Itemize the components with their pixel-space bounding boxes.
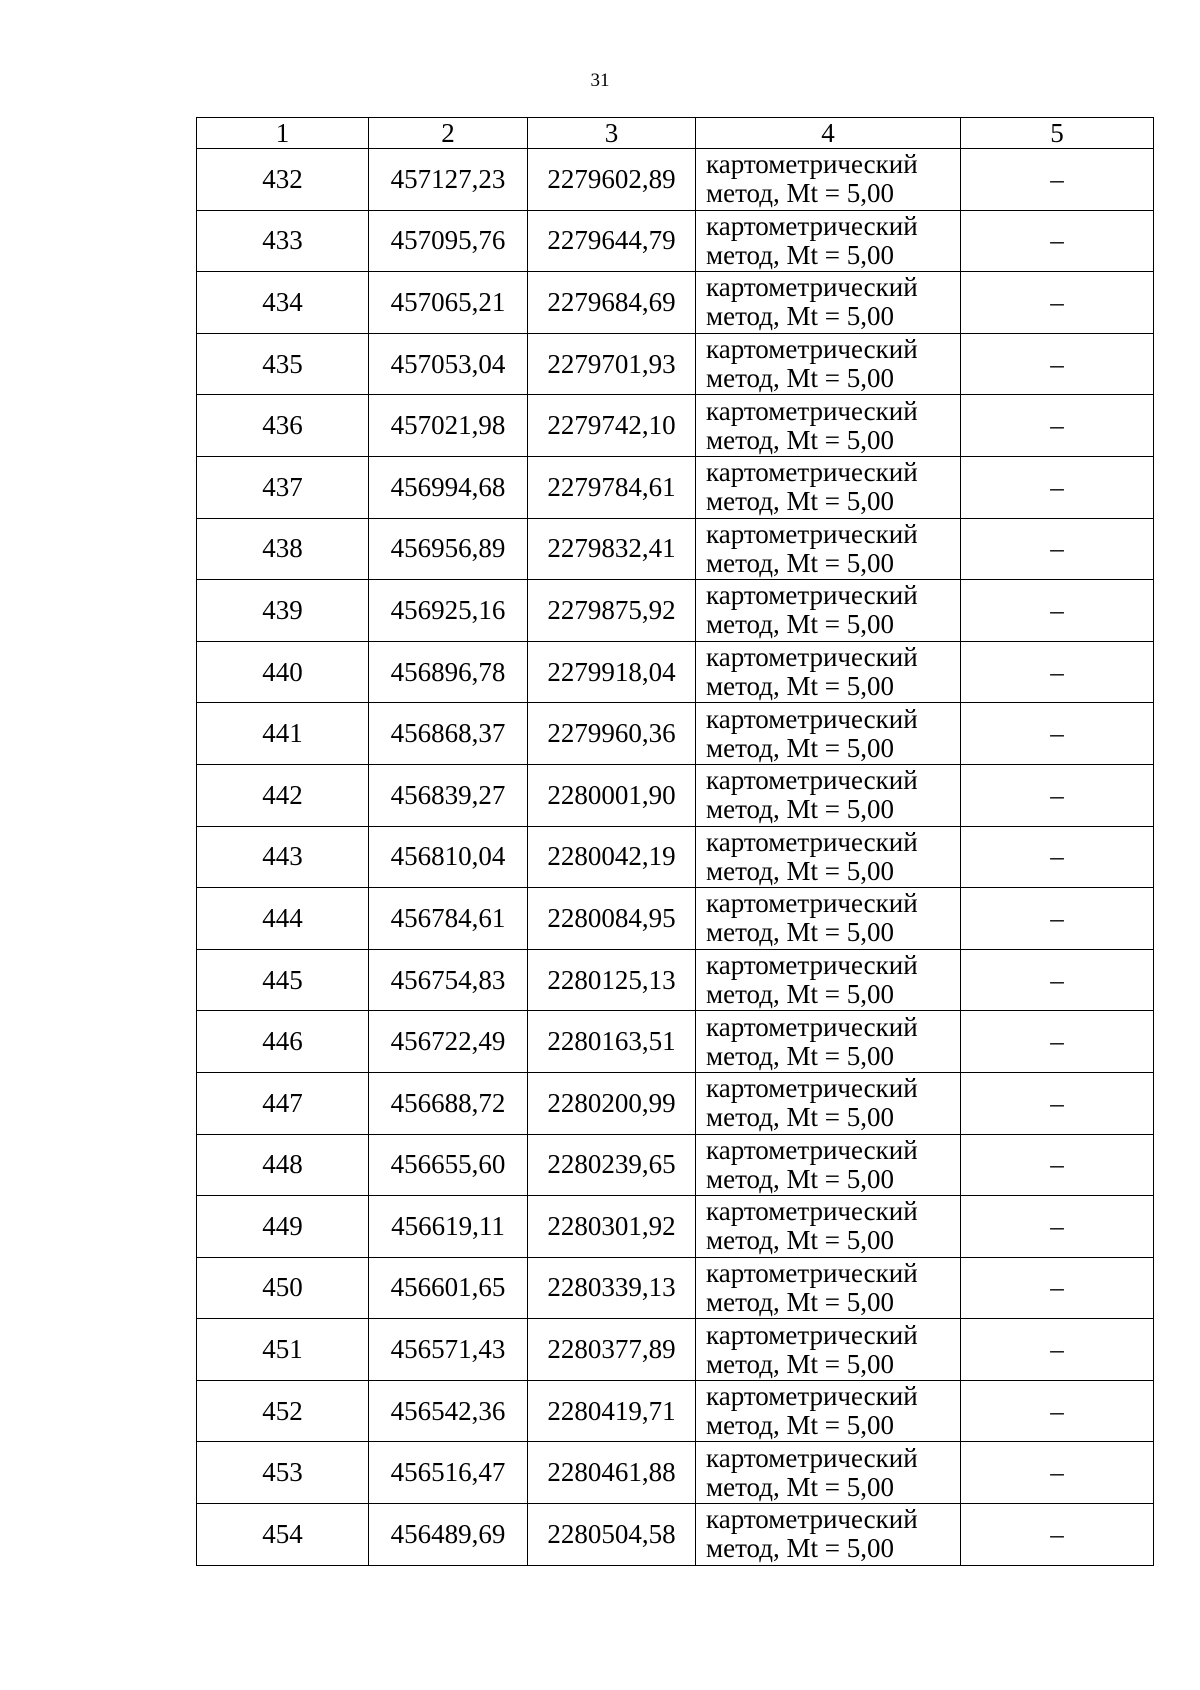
method-name: картометрический — [706, 888, 918, 919]
y-coordinate-cell: 2279875,92 — [528, 580, 696, 642]
point-number-cell: 451 — [197, 1319, 369, 1381]
note-cell: – — [961, 1257, 1154, 1319]
method-accuracy: метод, Mt = 5,00 — [706, 917, 894, 948]
note-cell: – — [961, 518, 1154, 580]
y-coordinate-cell: 2280084,95 — [528, 888, 696, 950]
method-cell — [696, 210, 961, 272]
method-accuracy: метод, Mt = 5,00 — [706, 547, 894, 578]
x-coordinate-cell: 456722,49 — [369, 1011, 528, 1073]
method-cell — [696, 1011, 961, 1073]
point-number-cell: 435 — [197, 333, 369, 395]
table-row — [197, 703, 1154, 765]
method-name: картометрический — [706, 518, 918, 549]
y-coordinate-cell: 2280239,65 — [528, 1134, 696, 1196]
point-number-cell: 440 — [197, 641, 369, 703]
table-row — [197, 1380, 1154, 1442]
note-cell: – — [961, 1011, 1154, 1073]
y-coordinate-cell: 2279918,04 — [528, 641, 696, 703]
table-row — [197, 1072, 1154, 1134]
y-coordinate-cell: 2280001,90 — [528, 764, 696, 826]
point-number-cell: 447 — [197, 1072, 369, 1134]
point-number-cell: 439 — [197, 580, 369, 642]
method-accuracy: метод, Mt = 5,00 — [706, 671, 894, 702]
method-accuracy: метод, Mt = 5,00 — [706, 979, 894, 1010]
point-number-cell: 445 — [197, 949, 369, 1011]
column-header-4: 4 — [696, 118, 961, 149]
method-accuracy: метод, Mt = 5,00 — [706, 794, 894, 825]
table-row — [197, 395, 1154, 457]
x-coordinate-cell: 456688,72 — [369, 1072, 528, 1134]
table-row — [197, 272, 1154, 334]
x-coordinate-cell: 457127,23 — [369, 149, 528, 211]
y-coordinate-cell: 2280163,51 — [528, 1011, 696, 1073]
table-row — [197, 1504, 1154, 1566]
y-coordinate-cell: 2280301,92 — [528, 1196, 696, 1258]
table-header — [197, 118, 1154, 149]
method-accuracy: метод, Mt = 5,00 — [706, 1410, 894, 1441]
x-coordinate-cell: 456810,04 — [369, 826, 528, 888]
note-cell: – — [961, 580, 1154, 642]
method-name: картометрический — [706, 457, 918, 488]
note-cell: – — [961, 1504, 1154, 1566]
method-accuracy: метод, Mt = 5,00 — [706, 178, 894, 209]
point-number-cell: 432 — [197, 149, 369, 211]
method-accuracy: метод, Mt = 5,00 — [706, 1533, 894, 1564]
column-header-5: 5 — [961, 118, 1154, 149]
method-cell — [696, 826, 961, 888]
y-coordinate-cell: 2279832,41 — [528, 518, 696, 580]
point-number-cell: 433 — [197, 210, 369, 272]
y-coordinate-cell: 2280377,89 — [528, 1319, 696, 1381]
method-cell — [696, 949, 961, 1011]
method-accuracy: метод, Mt = 5,00 — [706, 239, 894, 270]
method-cell — [696, 456, 961, 518]
method-name: картометрический — [706, 1442, 918, 1473]
method-accuracy: метод, Mt = 5,00 — [706, 424, 894, 455]
method-accuracy: метод, Mt = 5,00 — [706, 855, 894, 886]
method-accuracy: метод, Mt = 5,00 — [706, 486, 894, 517]
method-cell — [696, 888, 961, 950]
note-cell: – — [961, 272, 1154, 334]
point-number-cell: 434 — [197, 272, 369, 334]
y-coordinate-cell: 2280042,19 — [528, 826, 696, 888]
x-coordinate-cell: 456542,36 — [369, 1380, 528, 1442]
method-name: картометрический — [706, 1257, 918, 1288]
method-name: картометрический — [706, 826, 918, 857]
method-name: картометрический — [706, 1504, 918, 1535]
note-cell: – — [961, 1442, 1154, 1504]
note-cell: – — [961, 641, 1154, 703]
method-cell — [696, 1504, 961, 1566]
table-row — [197, 1257, 1154, 1319]
method-accuracy: метод, Mt = 5,00 — [706, 1163, 894, 1194]
note-cell: – — [961, 333, 1154, 395]
table-row — [197, 826, 1154, 888]
x-coordinate-cell: 456994,68 — [369, 456, 528, 518]
method-accuracy: метод, Mt = 5,00 — [706, 609, 894, 640]
coordinates-table — [196, 117, 1154, 1566]
table-row — [197, 210, 1154, 272]
table-row — [197, 1319, 1154, 1381]
y-coordinate-cell: 2280461,88 — [528, 1442, 696, 1504]
method-name: картометрический — [706, 1381, 918, 1412]
x-coordinate-cell: 456754,83 — [369, 949, 528, 1011]
y-coordinate-cell: 2279960,36 — [528, 703, 696, 765]
table-body — [197, 149, 1154, 1566]
point-number-cell: 444 — [197, 888, 369, 950]
note-cell: – — [961, 764, 1154, 826]
method-name: картометрический — [706, 765, 918, 796]
method-cell — [696, 272, 961, 334]
method-cell — [696, 395, 961, 457]
table-row — [197, 949, 1154, 1011]
y-coordinate-cell: 2280200,99 — [528, 1072, 696, 1134]
method-accuracy: метод, Mt = 5,00 — [706, 1348, 894, 1379]
column-header-3: 3 — [528, 118, 696, 149]
table-row — [197, 333, 1154, 395]
point-number-cell: 437 — [197, 456, 369, 518]
column-header-1: 1 — [197, 118, 369, 149]
x-coordinate-cell: 456516,47 — [369, 1442, 528, 1504]
point-number-cell: 436 — [197, 395, 369, 457]
table-row — [197, 1134, 1154, 1196]
note-cell: – — [961, 703, 1154, 765]
page-number: 31 — [590, 70, 610, 91]
table-row — [197, 149, 1154, 211]
point-number-cell: 443 — [197, 826, 369, 888]
method-cell — [696, 333, 961, 395]
method-cell — [696, 1072, 961, 1134]
y-coordinate-cell: 2279644,79 — [528, 210, 696, 272]
table-row — [197, 1011, 1154, 1073]
method-accuracy: метод, Mt = 5,00 — [706, 1102, 894, 1133]
method-cell — [696, 764, 961, 826]
table-row — [197, 641, 1154, 703]
method-name: картометрический — [706, 1196, 918, 1227]
x-coordinate-cell: 456784,61 — [369, 888, 528, 950]
x-coordinate-cell: 456571,43 — [369, 1319, 528, 1381]
table-row — [197, 1196, 1154, 1258]
y-coordinate-cell: 2279784,61 — [528, 456, 696, 518]
x-coordinate-cell: 456868,37 — [369, 703, 528, 765]
note-cell: – — [961, 826, 1154, 888]
point-number-cell: 453 — [197, 1442, 369, 1504]
column-header-2: 2 — [369, 118, 528, 149]
note-cell: – — [961, 1319, 1154, 1381]
point-number-cell: 450 — [197, 1257, 369, 1319]
x-coordinate-cell: 456956,89 — [369, 518, 528, 580]
y-coordinate-cell: 2280125,13 — [528, 949, 696, 1011]
x-coordinate-cell: 457053,04 — [369, 333, 528, 395]
note-cell: – — [961, 210, 1154, 272]
method-name: картометрический — [706, 1011, 918, 1042]
method-cell — [696, 580, 961, 642]
method-cell — [696, 149, 961, 211]
method-name: картометрический — [706, 149, 918, 180]
y-coordinate-cell: 2279602,89 — [528, 149, 696, 211]
method-name: картометрический — [706, 642, 918, 673]
table-row — [197, 580, 1154, 642]
method-accuracy: метод, Mt = 5,00 — [706, 301, 894, 332]
method-cell — [696, 703, 961, 765]
method-accuracy: метод, Mt = 5,00 — [706, 1225, 894, 1256]
x-coordinate-cell: 456925,16 — [369, 580, 528, 642]
x-coordinate-cell: 456655,60 — [369, 1134, 528, 1196]
method-name: картометрический — [706, 950, 918, 981]
header-row — [197, 118, 1154, 149]
point-number-cell: 442 — [197, 764, 369, 826]
method-accuracy: метод, Mt = 5,00 — [706, 732, 894, 763]
method-name: картометрический — [706, 210, 918, 241]
method-cell — [696, 1380, 961, 1442]
method-cell — [696, 518, 961, 580]
note-cell: – — [961, 395, 1154, 457]
method-cell — [696, 1442, 961, 1504]
x-coordinate-cell: 456619,11 — [369, 1196, 528, 1258]
x-coordinate-cell: 457065,21 — [369, 272, 528, 334]
point-number-cell: 448 — [197, 1134, 369, 1196]
y-coordinate-cell: 2280504,58 — [528, 1504, 696, 1566]
note-cell: – — [961, 1134, 1154, 1196]
point-number-cell: 446 — [197, 1011, 369, 1073]
method-name: картометрический — [706, 395, 918, 426]
y-coordinate-cell: 2279742,10 — [528, 395, 696, 457]
note-cell: – — [961, 1196, 1154, 1258]
method-name: картометрический — [706, 1319, 918, 1350]
method-accuracy: метод, Mt = 5,00 — [706, 1471, 894, 1502]
method-accuracy: метод, Mt = 5,00 — [706, 1286, 894, 1317]
method-cell — [696, 1196, 961, 1258]
table-row — [197, 764, 1154, 826]
table-row — [197, 518, 1154, 580]
method-name: картометрический — [706, 580, 918, 611]
x-coordinate-cell: 457021,98 — [369, 395, 528, 457]
method-name: картометрический — [706, 272, 918, 303]
note-cell: – — [961, 1380, 1154, 1442]
table-row — [197, 1442, 1154, 1504]
note-cell: – — [961, 949, 1154, 1011]
y-coordinate-cell: 2280419,71 — [528, 1380, 696, 1442]
method-cell — [696, 1257, 961, 1319]
y-coordinate-cell: 2279684,69 — [528, 272, 696, 334]
table-row — [197, 456, 1154, 518]
note-cell: – — [961, 149, 1154, 211]
method-accuracy: метод, Mt = 5,00 — [706, 363, 894, 394]
x-coordinate-cell: 457095,76 — [369, 210, 528, 272]
x-coordinate-cell: 456896,78 — [369, 641, 528, 703]
point-number-cell: 452 — [197, 1380, 369, 1442]
x-coordinate-cell: 456601,65 — [369, 1257, 528, 1319]
note-cell: – — [961, 1072, 1154, 1134]
method-name: картометрический — [706, 1134, 918, 1165]
point-number-cell: 454 — [197, 1504, 369, 1566]
method-name: картометрический — [706, 703, 918, 734]
method-accuracy: метод, Mt = 5,00 — [706, 1040, 894, 1071]
method-name: картометрический — [706, 1073, 918, 1104]
y-coordinate-cell: 2279701,93 — [528, 333, 696, 395]
method-name: картометрический — [706, 334, 918, 365]
table-row — [197, 888, 1154, 950]
method-cell — [696, 641, 961, 703]
x-coordinate-cell: 456489,69 — [369, 1504, 528, 1566]
point-number-cell: 441 — [197, 703, 369, 765]
point-number-cell: 438 — [197, 518, 369, 580]
method-cell — [696, 1134, 961, 1196]
method-cell — [696, 1319, 961, 1381]
note-cell: – — [961, 888, 1154, 950]
y-coordinate-cell: 2280339,13 — [528, 1257, 696, 1319]
x-coordinate-cell: 456839,27 — [369, 764, 528, 826]
point-number-cell: 449 — [197, 1196, 369, 1258]
note-cell: – — [961, 456, 1154, 518]
